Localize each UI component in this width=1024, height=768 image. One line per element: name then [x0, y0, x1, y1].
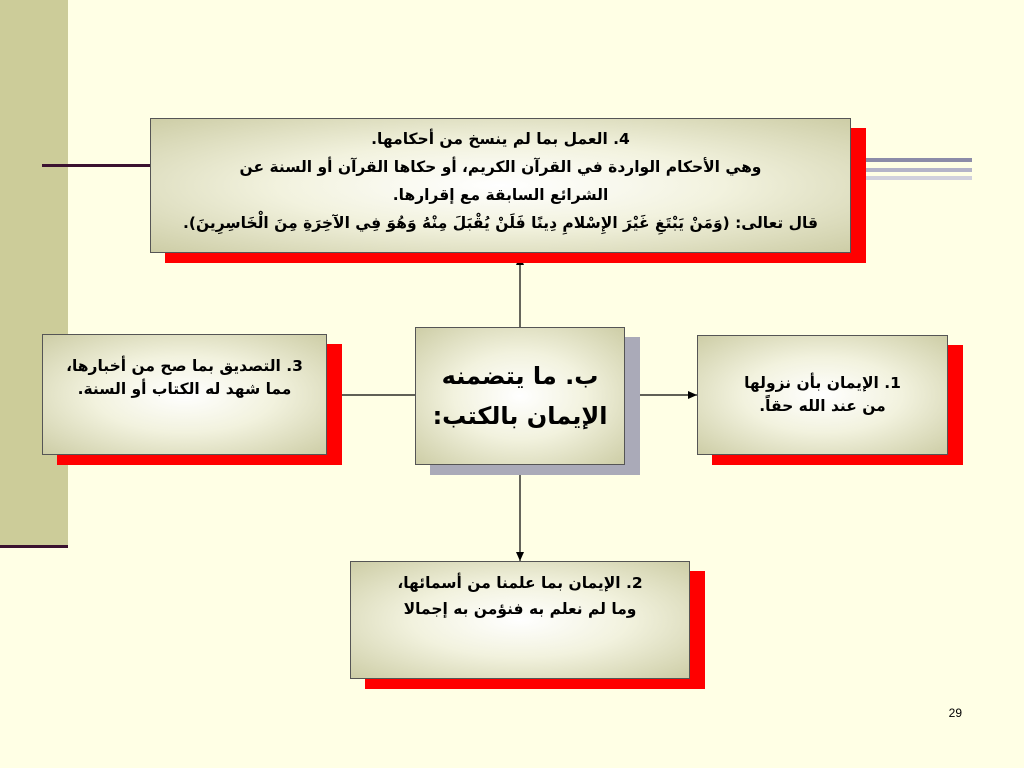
box-bottom-item-2: [350, 561, 690, 679]
box-right-item-1: [697, 335, 948, 455]
page-number: 29: [948, 706, 962, 720]
box-top-item-4: [150, 118, 851, 253]
box-right-line-1: 1. الإيمان بأن نزولها: [744, 374, 901, 392]
box-top-line-4: قال تعالى: (وَمَنْ يَبْتَغِ غَيْرَ الإِسْلامِ دِينًا فَلَنْ يُقْبَلَ مِنْهُ وَهُوَ فِي الآخِرَةِ مِنَ الْخَاسِرِينَ).: [183, 214, 819, 232]
box-top-line-1: 4. العمل بما لم ينسخ من أحكامها.: [371, 130, 630, 148]
box-right-line-2: من عند الله حقاً.: [759, 397, 886, 415]
center-line-1: ب. ما يتضمنه: [441, 362, 599, 390]
center-line-2: الإيمان بالكتب:: [432, 402, 608, 430]
box-top-line-2: وهي الأحكام الواردة في القرآن الكريم، أو حكاها القرآن أو السنة عن: [239, 158, 762, 176]
box-bottom-line-1: 2. الإيمان بما علمنا من أسمائها،: [397, 574, 643, 592]
box-top-line-3: الشرائع السابقة مع إقرارها.: [392, 186, 609, 204]
box-left-line-1: 3. التصديق بما صح من أخبارها،: [66, 357, 303, 375]
box-bottom-line-2: وما لم نعلم به فنؤمن به إجمالا: [403, 600, 637, 618]
box-left-item-3: [42, 334, 327, 455]
box-left-line-2: مما شهد له الكتاب أو السنة.: [77, 380, 292, 398]
center-box-title: [415, 327, 625, 465]
